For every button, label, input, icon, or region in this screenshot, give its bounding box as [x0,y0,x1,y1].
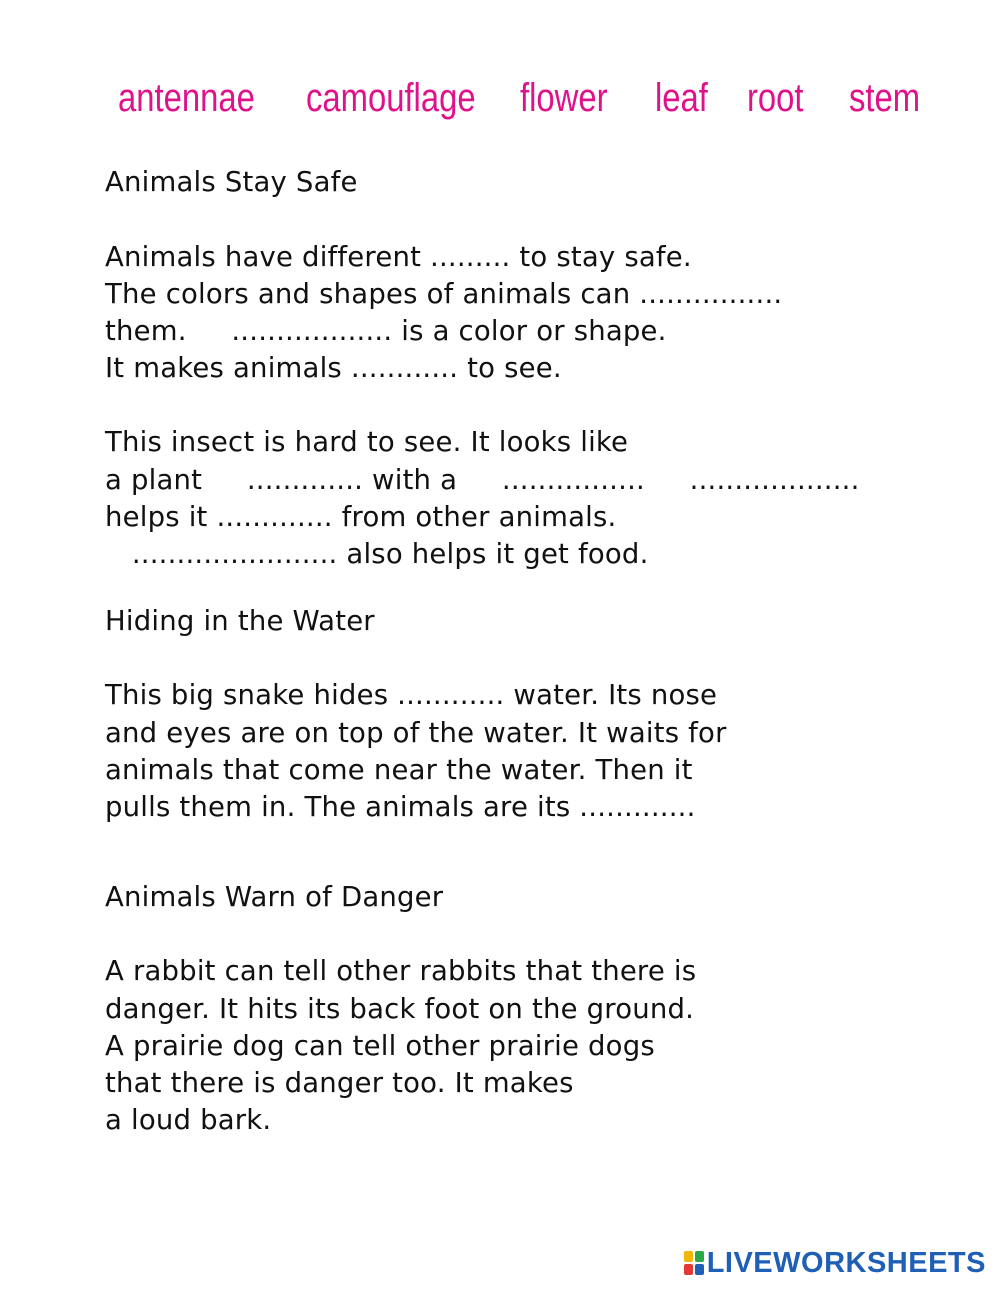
text-line: pulls them in. The animals are its ............. [105,791,696,823]
section-heading: Hiding in the Water [105,605,375,637]
text-line: It makes animals ............ to see. [105,352,562,384]
word-bank-item: camouflage [306,76,476,120]
logo-square [695,1251,704,1262]
text-line: that there is danger too. It makes [105,1067,574,1099]
word-bank-item: stem [849,76,921,120]
logo-text: LIVEWORKSHEETS [706,1246,986,1279]
text-line: This insect is hard to see. It looks like [105,426,629,458]
text-line: danger. It hits its back foot on the ground. [105,993,695,1025]
text-line: Animals have different ......... to stay safe. [105,241,692,273]
logo-icon [684,1251,704,1275]
text-line: them. .................. is a color or shape. [105,315,667,347]
text-line: A prairie dog can tell other prairie dogs [105,1030,655,1062]
word-bank-item: root [747,76,804,120]
liveworksheets-logo [684,1248,986,1278]
word-bank [0,70,1000,130]
text-line: ....................... also helps it get food. [105,538,649,570]
word-bank-item: leaf [655,76,708,120]
text-line: and eyes are on top of the water. It waits for [105,717,727,749]
word-bank-item: antennae [118,76,255,120]
section-heading: Animals Stay Safe [105,166,358,198]
section-heading: Animals Warn of Danger [105,881,444,913]
text-line: animals that come near the water. Then it [105,754,693,786]
text-line: a plant ............. with a ................ ................... [105,464,860,496]
word-bank-item: flower [520,76,608,120]
logo-square [684,1251,693,1262]
text-line: A rabbit can tell other rabbits that there is [105,955,697,987]
logo-square [695,1264,704,1275]
text-line: a loud bark. [105,1104,272,1136]
text-line: helps it ............. from other animals. [105,501,617,533]
text-line: The colors and shapes of animals can ................ [105,278,783,310]
text-line: This big snake hides ............ water. Its nose [105,679,718,711]
logo-square [684,1264,693,1275]
